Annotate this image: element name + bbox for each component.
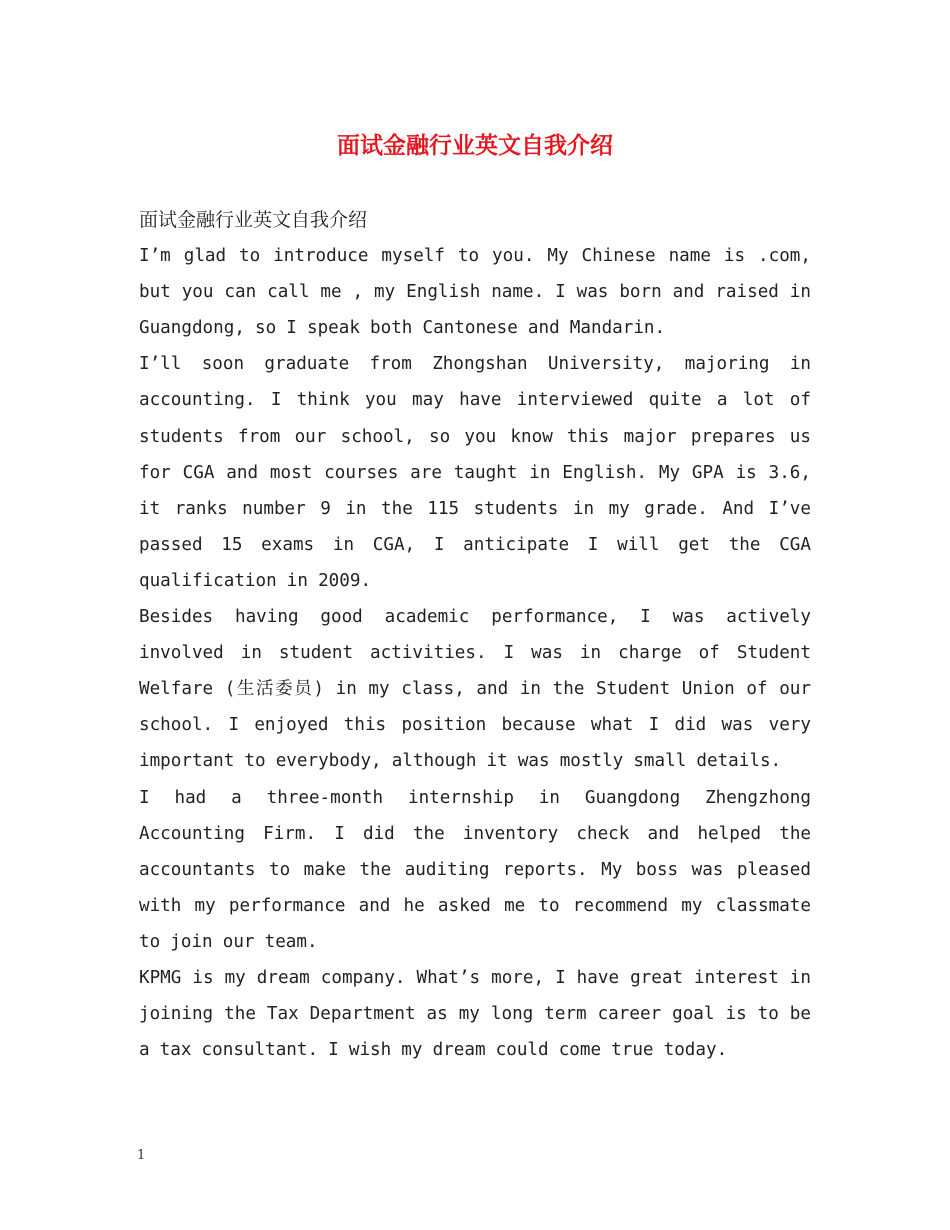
document-subtitle: 面试金融行业英文自我介绍 bbox=[139, 209, 368, 231]
document-body bbox=[139, 202, 811, 1068]
paragraph-career-goal: KPMG is my dream company. What’s more, I have great interest in joining the Tax Department as my long term career goal is to be a tax consultant. I wish my dream could come true today. bbox=[139, 967, 811, 1061]
paragraph-activities: Besides having good academic performance, I was actively involved in student activities. I was in charge of Student Welfare (生活委员) in my class, and in the Student Union of our school. I enjoyed this position because what I did was very important to everybody, although it was mostly small details. bbox=[139, 607, 811, 772]
paragraph-introduction: I’m glad to introduce myself to you. My Chinese name is .com, but you can call me , my English name. I was born and raised in Guangdong, so I speak both Cantonese and Mandarin. bbox=[139, 246, 811, 339]
paragraph-education: I’ll soon graduate from Zhongshan University, majoring in accounting. I think you may have interviewed quite a lot of students from our school, so you know this major prepares us for CGA and most courses are taught in English. My GPA is 3.6, it ranks number 9 in the 115 students in my grade. And I’ve passed 15 exams in CGA, I anticipate I will get the CGA qualification in 2009. bbox=[139, 354, 811, 591]
document-title: 面试金融行业英文自我介绍 bbox=[337, 133, 613, 159]
page-number: 1 bbox=[137, 1148, 146, 1163]
paragraph-internship: I had a three-month internship in Guangdong Zhengzhong Accounting Firm. I did the inventory check and helped the accountants to make the auditing reports. My boss was pleased with my performance and he asked me to recommend my classmate to join our team. bbox=[139, 787, 811, 952]
